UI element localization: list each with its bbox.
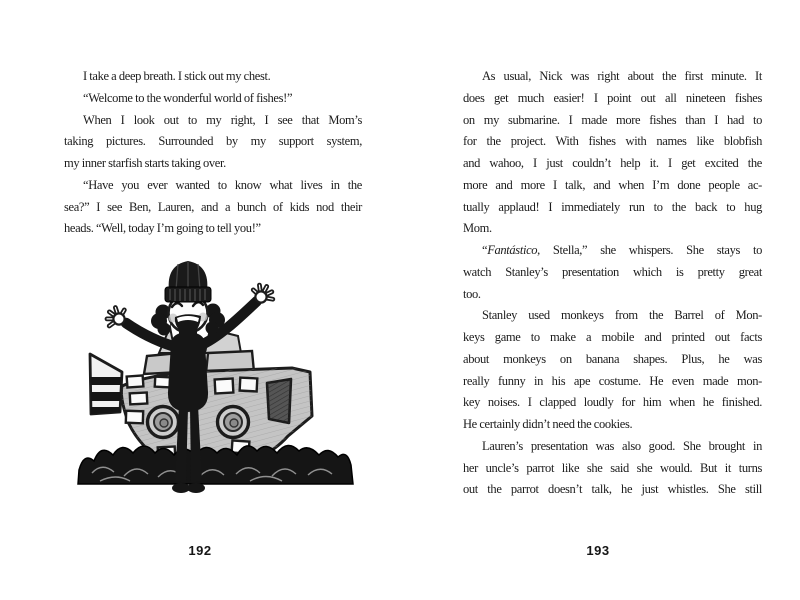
submarine-illustration — [60, 240, 360, 510]
text-line: on my submarine. I made more fishes than I had to — [463, 112, 762, 127]
illustration-svg — [60, 240, 360, 510]
right-shoe — [187, 483, 205, 493]
text-line: “Have you ever wanted to know what lives in the — [83, 177, 362, 192]
dark-door — [267, 379, 291, 423]
tail-fin — [87, 354, 125, 414]
text-line: more and more I talk, and when I’m done people ac- — [463, 177, 762, 192]
text-line: heads. “Well, today I’m going to tell you!” — [64, 221, 261, 236]
text-line: I take a deep breath. I stick out my chest. — [83, 69, 271, 83]
text-line: tually applaud! I immediately run to the back to hug — [463, 199, 762, 214]
text-line: “Fantástico, Stella,” she whispers. She stays to — [482, 243, 762, 257]
text-line: watch Stanley’s presentation which is pretty great — [463, 264, 762, 279]
text-line: about monkeys on banana shapes. Plus, he was — [463, 351, 762, 366]
waves — [78, 445, 353, 484]
text-line: for the project. With fishes with names like blobfish — [463, 134, 762, 149]
text-line: key noises. I clapped loudly for him when he finished. — [463, 395, 762, 410]
text-line: “Welcome to the wonderful world of fishes!” — [83, 90, 293, 105]
text-line: Stanley used monkeys from the Barrel of Mon- — [482, 308, 762, 323]
beanie-hat — [165, 261, 211, 302]
torso — [168, 333, 208, 412]
text-line: As usual, Nick was right about the first minute. It — [482, 69, 762, 83]
text-line: sea?” I see Ben, Lauren, and a bunch of kids nod their — [64, 199, 362, 214]
text-line: too. — [463, 286, 481, 301]
left-page-text — [64, 66, 362, 240]
text-line: does get much easier! I point out all nineteen fishes — [463, 90, 762, 105]
page-number-right: 193 — [586, 543, 610, 558]
text-line: Mom. — [463, 221, 492, 236]
turtleneck-collar — [179, 328, 197, 338]
page-number-left: 192 — [188, 543, 212, 558]
text-line: taking pictures. Surrounded by my support system, — [64, 134, 362, 149]
text-line: Lauren’s presentation was also good. She brought in — [482, 438, 762, 453]
text-line: When I look out to my right, I see that Mom’s — [83, 112, 362, 127]
text-line: really funny in his ape costume. He even made mon- — [463, 373, 762, 388]
text-line: her uncle’s parrot like she said she would. But it turns — [463, 460, 762, 475]
right-page-text — [463, 66, 762, 501]
text-line: He certainly didn’t need the cookies. — [463, 417, 633, 431]
text-line: keys game to make a mobile and printed out facts — [463, 330, 762, 344]
text-line: and wahoo, I just couldn’t help it. I get excited the — [463, 156, 762, 170]
text-line: out the parrot doesn’t talk, he just whistles. She still — [463, 482, 762, 497]
text-line: my inner starfish starts taking over. — [64, 156, 226, 170]
